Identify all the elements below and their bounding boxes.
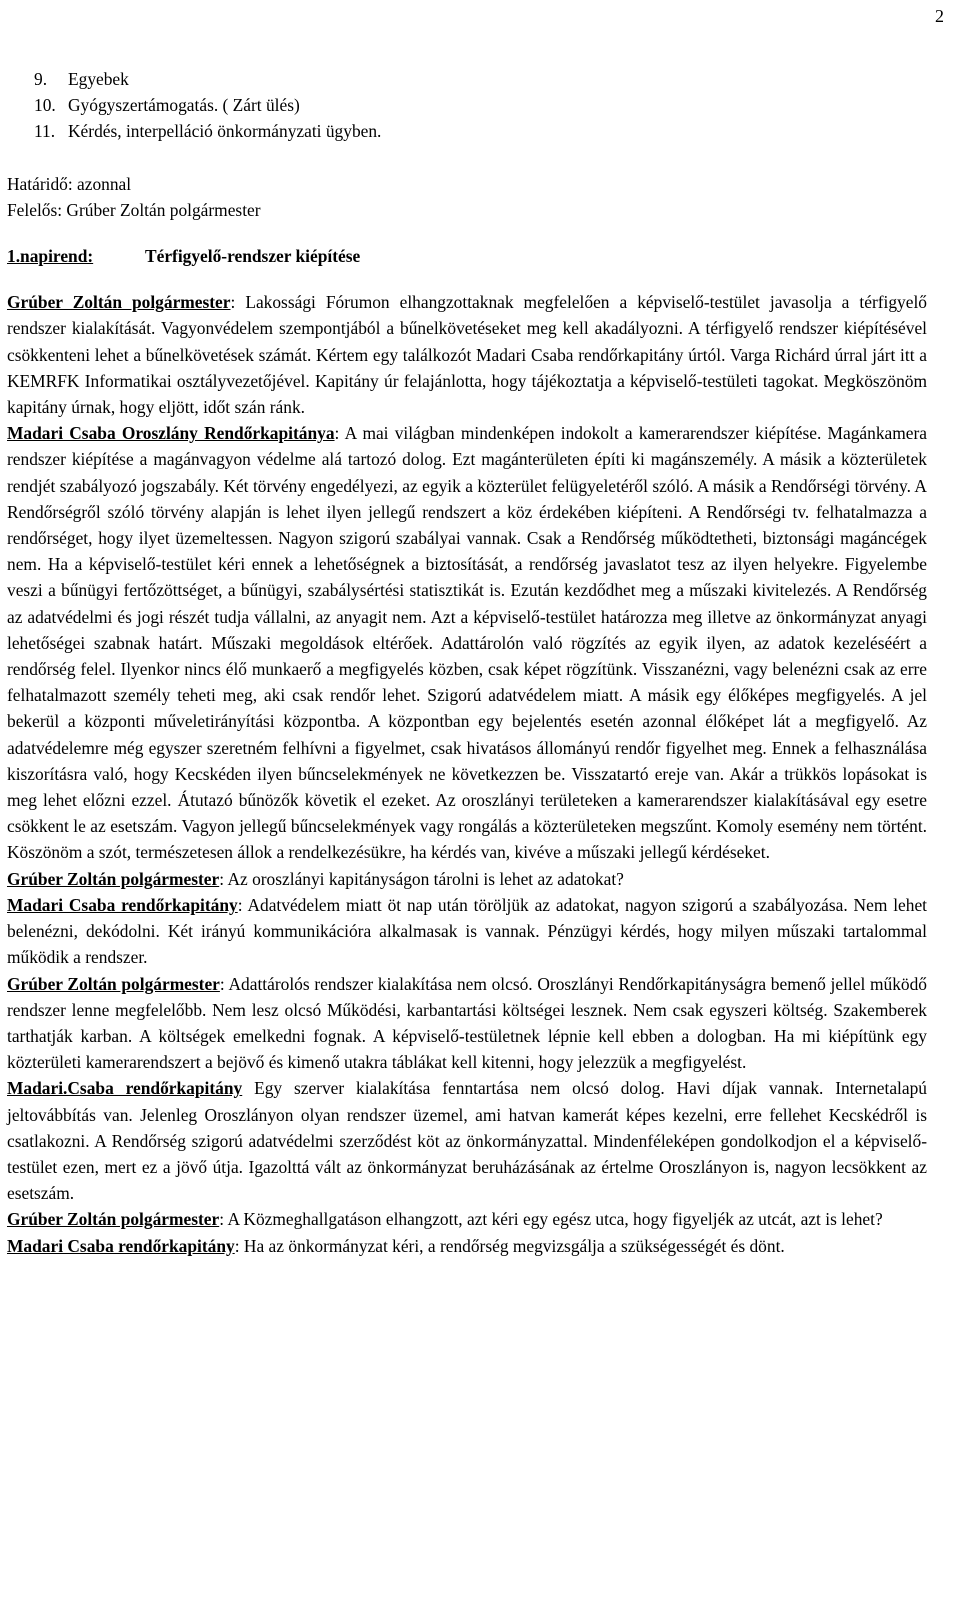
agenda-item-number: 10. xyxy=(34,95,56,116)
agenda-item xyxy=(34,66,927,92)
responsible: Felelős: Grúber Zoltán polgármester xyxy=(7,199,261,220)
speech-text: Ha az önkormányzat kéri, a rendőrség megvizsgálja a szükségességét és dönt. xyxy=(243,1235,785,1256)
item-title: Térfigyelő-rendszer kiépítése xyxy=(145,246,361,267)
speaker-separator: : xyxy=(230,292,246,313)
spacer xyxy=(7,145,927,171)
speech-paragraph xyxy=(7,971,927,1076)
speech-text: Adattárolós rendszer kialakítása nem olcsó. Oroszlányi Rendőrkapitányságra bemenő jellel működő rendszer lenne megfelelőbb. Nem lesz olcsó Működési, karbantartási költségei lesznek. Nem csak egyszeri költség. Szakemberek tarthatják karban. A költségek emelkedni fognak. A képviselő-testületnek lépnie kell ebben a dologban. Ha mi kiépítünk egy közterületi kamerarendszert a bejövő és kimenő utakra táblákat kell kitenni, hogy jelezzük a megfigyelést. xyxy=(7,973,928,1073)
agenda-item-text: Egyebek xyxy=(68,69,129,89)
agenda-item xyxy=(34,118,927,144)
speech-paragraph xyxy=(7,1206,927,1232)
speaker-separator: : xyxy=(234,1235,244,1256)
document-body xyxy=(7,66,927,1259)
speech-text: Egy szerver kialakítása fenntartása nem olcsó dolog. Havi díjak vannak. Internetalapú jeltovábbítás van. Jelenleg Oroszlányon olyan rendszer üzemel, ami hatvan kamerát képes kezelni, erre fellehet Kecskédről is csatlakozni. A Rendőrség szigorú adatvédelmi szerződést köt az önkormányzattal. Mindenféleképen gondolkodjon el a képviselő-testület ezen, mert ez a jövő útja. Igazolttá vált az önkormányzat beruházásának az értelme Oroszlányon is, nagyon lecsökkent az esetszám. xyxy=(7,1078,927,1204)
speaker-name: Madari.Csaba rendőrkapitány xyxy=(7,1078,243,1099)
speaker-separator: : xyxy=(219,1209,228,1230)
speech-text: Lakossági Fórumon elhangzottaknak megfelelően a képviselő-testület javasolja a térfigyelő rendszer kialakítását. Vagyonvédelem szempontjából a bűnelkövetéseket meg kell akadályozni. A térfigyelő rendszer kiépítésével csökkenteni lehet a bűnelkövetések számát. Kértem egy találkozót Madari Csaba rendőrkapitány úrtól. Varga Richárd úrral járt itt a KEMRFK Informatikai osztályvezetőjével. Kapitány úr felajánlotta, hogy tájékoztatja a képviselő-testületi tagokat. Megköszönöm kapitány úrnak, hogy eljött, időt szán ránk. xyxy=(7,292,927,418)
agenda-item xyxy=(34,92,927,118)
page-number: 2 xyxy=(935,6,944,26)
speaker-separator: : xyxy=(237,894,248,915)
spacer xyxy=(7,269,927,289)
speech-paragraph xyxy=(7,892,927,971)
agenda-item-number: 9. xyxy=(34,69,48,89)
speech-paragraph xyxy=(7,866,927,892)
speech-text: Adatvédelem miatt öt nap után töröljük az adatokat, nagyon szigorú a szabályozása. Nem lehet belenézni, dekódolni. Két irányú kommunikációra alkalmasak is vannak. Pénzügyi kérdés, hogy milyen műszaki tartalommal működik a rendszer. xyxy=(7,894,927,968)
item-label: 1.napirend: xyxy=(7,246,94,267)
speech-text: Az oroszlányi kapitányságon tárolni is lehet az adatokat? xyxy=(227,868,624,889)
spacer xyxy=(7,223,927,243)
speech-paragraph xyxy=(7,289,927,420)
agenda-item-text: Gyógyszertámogatás. ( Zárt ülés) xyxy=(68,95,300,116)
speaker-separator: : xyxy=(219,973,229,994)
agenda-list xyxy=(7,66,927,145)
speaker-name: Grúber Zoltán polgármester xyxy=(7,973,220,994)
speaker-name: Madari Csaba rendőrkapitány xyxy=(7,1235,235,1256)
speaker-name: Grúber Zoltán polgármester xyxy=(7,868,220,889)
agenda-item-heading xyxy=(7,243,927,269)
speech-text: A Közmeghallgatáson elhangzott, azt kéri egy egész utca, hogy figyeljék az utcát, azt is lehet? xyxy=(227,1209,883,1230)
speaker-name: Madari Csaba Oroszlány Rendőrkapitánya xyxy=(7,423,335,444)
speaker-separator: : xyxy=(219,868,228,889)
speaker-name: Grúber Zoltán polgármester xyxy=(7,1209,220,1230)
speaker-separator: : xyxy=(334,423,345,444)
agenda-item-text: Kérdés, interpelláció önkormányzati ügyben. xyxy=(68,121,382,142)
speech-paragraph xyxy=(7,420,927,865)
agenda-item-number: 11. xyxy=(34,121,56,142)
deadline: Határidő: azonnal xyxy=(7,173,132,194)
speaker-separator xyxy=(242,1078,254,1098)
speech-text: A mai világban mindenképen indokolt a kamerarendszer kiépítése. Magánkamera rendszer kiépítése a magánvagyon védelme alá tartozó dolog. Ezt magánterületen építi ki magánszemély. A másik a közterületek rendjét szabályozó jogszabály. Két törvény engedélyezi, az egyik a közterület felügyeletéről szóló. A másik a Rendőrségi törvény. A Rendőrségről szóló törvény alapján is lehet ilyen jellegű rendszert a köz érdekében kiépíteni. A Rendőrségi tv. felhatalmazza a rendőrséget, hogy ilyet üzemeltessen. Nagyon szigorú szabályai vannak. Csak a Rendőrség működtetheti, biztonsági magáncégek nem. Ha a képviselő-testület kéri ennek a lehetőségnek a biztosítását, a rendőrség javaslatot tesz az ilyen helyekre. Figyelembe veszi a bűnügyi fertőzöttséget, a bűnügyi, szabálysértési statisztikát is. Ezután kezdődhet meg a műszaki kivitelezés. A Rendőrség az adatvédelmi és jogi részét tudja vállalni, az anyagit nem. Azt a képviselő-testület határozza meg illetve az önkormányzat anyagi lehetőségei szabnak határt. Műszaki megoldások eltérőek. Adattárolón való rögzítés az egyik ilyen, az adatok kezeléséért a rendőrség felel. Ilyenkor nincs élő munkaerő a megfigyelés közben, csak képet rögzítünk. Visszanézni, vagy belenézni csak az erre felhatalmazott személy teheti meg, aki csak rendőr lehet. Szigorú adatvédelem miatt. A másik egy élőképes megfigyelés. A jel bekerül a központi műveletirányítási központba. A központban egy bejelentés esetén azonnal élőképet lát a megfigyelő. Az adatvédelemre még egyszer szeretném felhívni a figyelmet, csak hivatásos állományú rendőr figyelhet meg. Ennek a felhasználása kiszorításra való, hogy Kecskéden ilyen bűncselekmények ne következzen be. Visszatartó ereje van. Akár a trükkös lopásokat is meg lehet előzni ezzel. Átutazó bűnözők követik el ezeket. Az oroszlányi területeken a kamerarendszer kialakításával egy esetre csökkent le az esetszám. Vagyon jellegű bűncselekmények vagy rongálás a közterületeken megszűnt. Komoly esemény nem történt. Köszönöm a szót, természetesen állok a rendelkezésükre, ha kérdés van, kivéve a műszaki jellegű kérdéseket. xyxy=(7,423,927,863)
speech-paragraph xyxy=(7,1233,927,1259)
speaker-name: Grúber Zoltán polgármester xyxy=(7,292,231,313)
speech-paragraph xyxy=(7,1075,927,1206)
speaker-name: Madari Csaba rendőrkapitány xyxy=(7,894,238,915)
